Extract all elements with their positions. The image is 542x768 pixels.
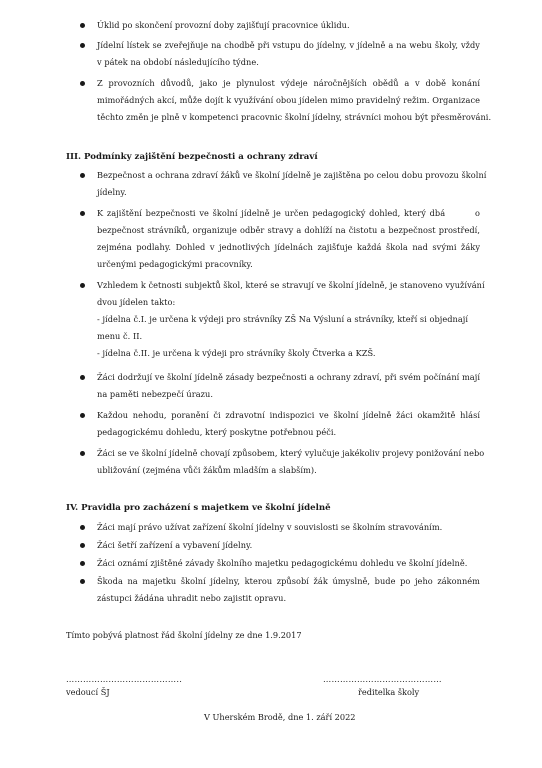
safety-item-line: K zajištění bezpečnosti ve školní jídelně je určen pedagogický dohled, který dbá o [97,208,480,218]
property-item-line: zástupci žádána uhradit nebo zajistit opravu. [97,593,287,603]
bullet-icon [80,413,85,418]
validity-note: Tímto pobývá platnost řád školní jídelny ze dne 1.9.2017 [66,630,302,640]
signature-line-left: ………………………………….. [66,674,183,684]
bullet-icon [80,173,85,178]
intro-item-line: v pátek na období následujícího týdne. [97,57,259,67]
signature-label-left: vedoucí ŠJ [66,687,110,697]
section-heading-safety: III. Podmínky zajištění bezpečnosti a ochrany zdraví [66,152,318,162]
property-item-line: Žáci oznámí zjištěné závady školního majetku pedagogickému dohledu ve školní jídelně. [97,558,468,568]
intro-item-line: Z provozních důvodů, jako je plynulost výdeje náročnějších obědů a v době konání [97,78,480,88]
signature-label-right: ředitelka školy [358,687,420,697]
safety-item-line: Bezpečnost a ochrana zdraví žáků ve školní jídelně je zajištěna po celou dobu provozu školní [97,170,487,180]
safety-item-line: jídelny. [97,187,127,197]
bullet-icon [80,579,85,584]
safety-item-line: Žáci se ve školní jídelně chovají způsobem, který vylučuje jakékoliv projevy ponižování nebo [97,448,485,458]
safety-item-line: ubližování (zejména vůči žákům mladším a slabším). [97,465,317,475]
bullet-icon [80,23,85,28]
bullet-icon [80,81,85,86]
safety-item-line: Každou nehodu, poranění či zdravotní indispozici ve školní jídelně žáci okamžitě hlásí [97,410,480,420]
bullet-icon [80,211,85,216]
property-item-line: Žáci mají právo užívat zařízení školní jídelny v souvislosti se školním stravováním. [97,522,443,532]
intro-item-line: Úklid po skončení provozní doby zajišťují pracovnice úklidu. [97,20,350,30]
bullet-icon [80,451,85,456]
safety-item-line: menu č. II. [97,331,143,341]
section-heading-property: IV. Pravidla pro zacházení s majetkem ve školní jídelně [66,503,331,513]
safety-item-line: Vzhledem k četnosti subjektů škol, které se stravují ve školní jídelně, je stanoveno využívání [97,280,485,290]
intro-item-line: těchto změn je plně v kompetenci pracovnic školní jídelny, strávníci mohou být přesměrováni. [97,112,492,122]
safety-item-line: - jídelna č.I. je určena k výdeji pro strávníky ZŠ Na Výsluní a strávníky, kteří si objednají [97,314,469,324]
safety-item-line: pedagogickému dohledu, který poskytne potřebnou péči. [97,427,337,437]
safety-item-line: určenými pedagogickými pracovníky. [97,259,253,269]
bullet-icon [80,43,85,48]
safety-item-line: Žáci dodržují ve školní jídelně zásady bezpečnosti a ochrany zdraví, při svém počínání mají [97,372,480,382]
safety-item-line: na paměti nebezpečí úrazu. [97,389,213,399]
safety-item-line: bezpečnost strávníků, organizuje odběr stravy a dohlíží na čistotu a bezpečnost prostředí, [97,225,480,235]
bullet-icon [80,283,85,288]
property-item-line: Škoda na majetku školní jídelny, kterou způsobí žák úmyslně, bude po jeho zákonném [97,576,480,586]
safety-item-line: dvou jídelen takto: [97,297,176,307]
place-date: V Uherském Brodě, dne 1. září 2022 [204,712,356,722]
safety-item-line: - jídelna č.II. je určena k výdeji pro strávníky školy Čtverka a KZŠ. [97,348,376,358]
bullet-icon [80,375,85,380]
bullet-icon [80,543,85,548]
intro-item-line: Jídelní lístek se zveřejňuje na chodbě při vstupu do jídelny, v jídelně a na webu školy, vždy [97,40,480,50]
intro-item-line: mimořádných akcí, může dojít k využívání obou jídelen mimo pravidelný režim. Organizace [97,95,480,105]
safety-item-line: zejména podlahy. Dohled v jednotlivých jídelnách zajišťuje každá škola nad svými žáky [97,242,480,252]
bullet-icon [80,525,85,530]
bullet-icon [80,561,85,566]
signature-line-right: …………………………………… [323,674,442,684]
property-item-line: Žáci šetří zařízení a vybavení jídelny. [97,540,253,550]
